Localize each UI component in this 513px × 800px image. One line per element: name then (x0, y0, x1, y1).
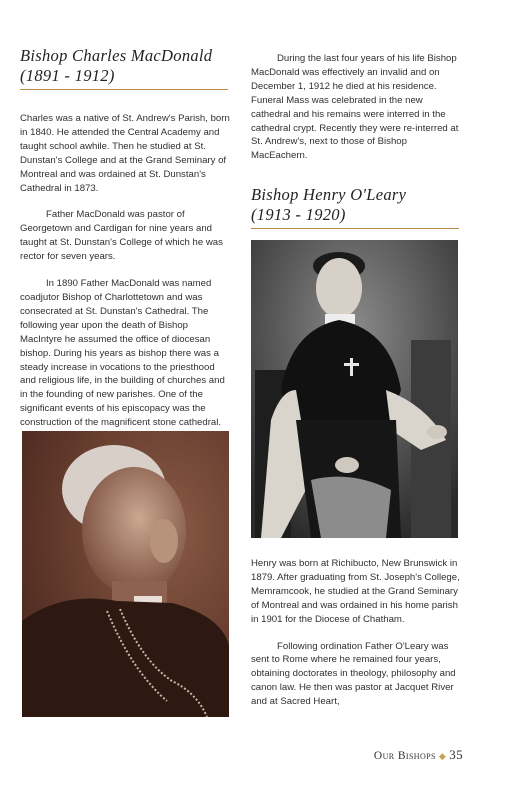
oleary-portrait (251, 240, 458, 538)
section-title: Our Bishops (373, 750, 436, 762)
heading-macdonald-years: (1891 - 1912) (20, 66, 115, 85)
page-footer (374, 747, 463, 763)
paragraph: Charles was a native of St. Andrew's Parish, born in 1840. He attended the Central Academy and taught school awhile. Then he studied at St. Dunstan's College and at the Grand Seminary of Montreal and was ordained at St. Dunstan's Cathedral in 1873. (20, 113, 230, 194)
heading-rule (20, 89, 228, 90)
heading-oleary (251, 185, 461, 225)
macdonald-continued-text (251, 52, 461, 163)
paragraph: Following ordination Father O'Leary was sent to Rome where he remained four years, obtaining doctorates in theology, philosophy and canon law. He then was pastor at Jacquet River and at Sacred Heart, (251, 640, 456, 708)
paragraph: In 1890 Father MacDonald was named coadjutor Bishop of Charlottetown and was consecrated at St. Dunstan's Cathedral. The following year upon the death of Bishop MacIntyre he assumed the office of diocesan bishop. During his years as bishop there was a steady increase in vocations to the priesthood and religious life, in the building of churches and in the founding of new parishes. One of the significant events of his episcopacy was the construction of the magnificent stone cathedral. (20, 278, 225, 429)
paragraph: Father MacDonald was pastor of Georgetown and Cardigan for nine years and taught at St. Dunstan's College of which he was rector for seven years. (20, 209, 223, 263)
heading-oleary-name: Bishop Henry O'Leary (251, 185, 407, 205)
macdonald-text (20, 112, 230, 430)
macdonald-portrait (22, 431, 229, 717)
right-column (251, 52, 461, 229)
heading-rule (251, 228, 459, 229)
paragraph: Henry was born at Richibucto, New Brunswick in 1879. After graduating from St. Joseph's College, Memramcook, he studied at the Grand Seminary of Montreal and was ordained in his home parish in 1901 for the Diocese of Chatham. (251, 558, 460, 625)
heading-macdonald-name: Bishop Charles MacDonald (20, 46, 213, 65)
heading-macdonald (20, 46, 230, 86)
oleary-text (251, 557, 461, 709)
heading-oleary-years: (1913 - 1920) (251, 205, 346, 225)
oleary-portrait-image (251, 240, 458, 538)
page-number: 35 (449, 747, 463, 762)
diamond-icon: ◆ (438, 751, 447, 761)
paragraph: During the last four years of his life Bishop MacDonald was effectively an invalid and on December 1, 1912 he died at his residence. Funeral Mass was celebrated in the new cathedral and his remains were interred in the cathedral crypt. Recently they were re-interred at St. Andrew's, next to those of Bishop MacEachern. (251, 53, 459, 162)
oleary-text-column (251, 557, 461, 722)
macdonald-portrait-image (22, 431, 229, 717)
left-column (20, 46, 230, 443)
